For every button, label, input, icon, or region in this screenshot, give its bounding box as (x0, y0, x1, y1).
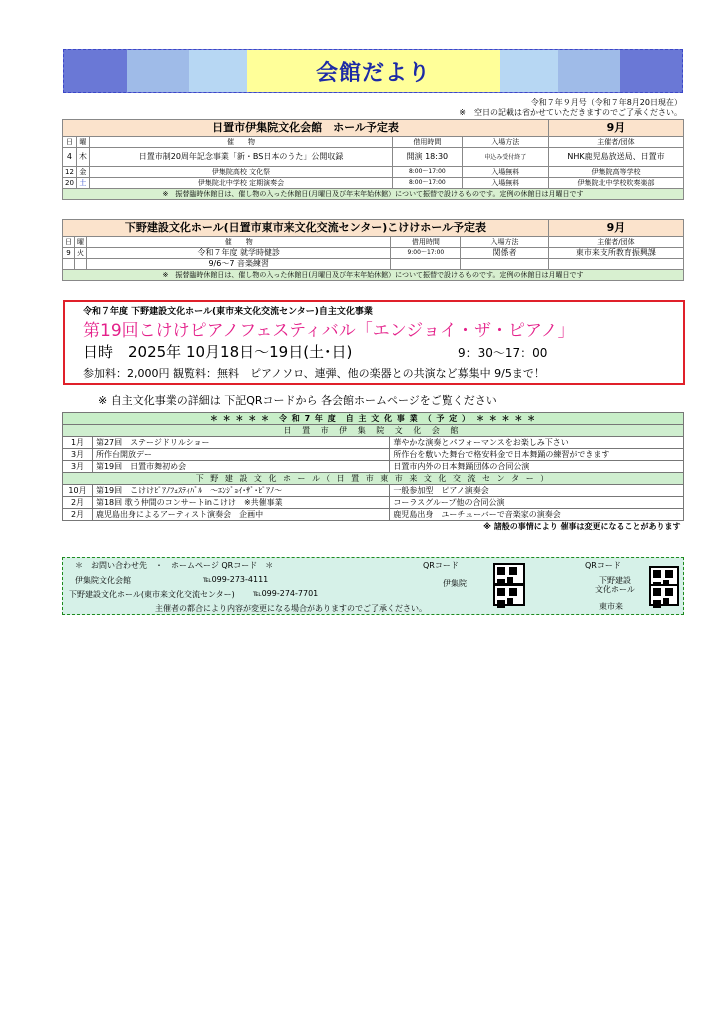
ijuin-section-header: 日 置 市 伊 集 院 文 化 会 館 (63, 425, 684, 437)
description-cell: 所作台を敷いた舞台で格安料金で日本舞踊の練習ができます (390, 449, 684, 461)
col-event: 催 物 (89, 137, 392, 148)
day-cell: 12 (63, 167, 77, 178)
shimono-section-header: 下 野 建 設 文 化 ホ ー ル（ 日 置 市 東 市 来 文 化 交 流 セ ン タ ー ） (63, 473, 684, 485)
organizer-cell: NHK鹿児島放送局、日置市 (548, 148, 683, 167)
col-weekday: 曜 (75, 237, 87, 248)
shimono-qr-code-icon[interactable] (649, 584, 679, 606)
schedule-month: 9月 (548, 120, 683, 137)
event-cell: 伊集院高校 文化祭 (89, 167, 392, 178)
ijuin-qr-code-icon[interactable] (493, 584, 525, 606)
qr2-name-line1: 下野建設 (599, 576, 631, 585)
festival-time: 9：30～17：00 (458, 346, 548, 360)
event-cell: 9/6～7 音楽練習 (87, 259, 391, 270)
time-cell: 8:00～17:00 (393, 178, 462, 189)
shimono-name: 下野建設文化ホール(東市来文化交流センター) (69, 590, 235, 599)
closure-note: ※ 振替臨時休館日は、催し物の入った休館日(月曜日及び年末年始休館）について振替で設けるものです。定例の休館日は月曜日です (63, 189, 684, 200)
table-row (63, 437, 684, 449)
month-cell: 2月 (63, 497, 93, 509)
qr2-label: QRコード (585, 561, 621, 570)
col-day: 日 (63, 137, 77, 148)
description-cell: 日置市内外の日本舞踊団体の合同公演 (390, 461, 684, 473)
contact-heading: ＊ お問い合わせ先 ・ ホームページ QRコード ＊ (75, 561, 274, 570)
event-cell: 第19回 日置市舞初め会 (92, 461, 389, 473)
banner-stripe (189, 50, 247, 92)
col-time: 借用時間 (393, 137, 462, 148)
event-cell: 日置市制20周年記念事業「新・BS日本のうた」公開収録 (89, 148, 392, 167)
issue-date: 令和７年９月号（令和７年8月20日現在） (530, 98, 682, 107)
time-cell: 9:00～17:00 (391, 248, 461, 259)
weekday-cell (75, 259, 87, 270)
festival-date: 日時 2025年 10月18日～19日(土･日) (83, 343, 353, 361)
weekday-cell: 木 (76, 148, 89, 167)
banner-stripe (64, 50, 127, 92)
ijuin-phone: ℡099-273-4111 (203, 575, 269, 584)
description-cell: コーラスグループ他の合同公演 (390, 497, 684, 509)
description-cell: 華やかな演奏とパフォーマンスをお楽しみ下さい (390, 437, 684, 449)
col-admission: 入場方法 (462, 137, 548, 148)
time-cell (391, 259, 461, 270)
banner-stripe (558, 50, 620, 92)
table-row (63, 259, 684, 270)
organizer-cell (548, 259, 683, 270)
contact-box (62, 557, 684, 615)
weekday-cell: 土 (76, 178, 89, 189)
day-cell (63, 259, 75, 270)
day-cell: 4 (63, 148, 77, 167)
admission-cell: 入場無料 (462, 178, 548, 189)
ijuin-name: 伊集院文化会館 (75, 576, 131, 585)
disclaimer: 主催者の都合により内容が変更になる場合がありますのでご了承ください。 (155, 604, 427, 613)
shimono-phone: ℡099-274-7701 (253, 589, 319, 598)
qr1-name: 伊集院 (443, 579, 467, 588)
festival-organizer: 令和７年度 下野建設文化ホール(東市来文化交流センター)自主文化事業 (83, 307, 373, 317)
col-organizer: 主催者/団体 (548, 137, 683, 148)
event-cell: 第27回 ステージドリルショー (92, 437, 389, 449)
issue-dateline (459, 98, 682, 118)
col-time: 借用時間 (391, 237, 461, 248)
festival-fees: 参加料：2,000円 観覧料：無料 ピアノソロ、連弾、他の楽器との共演など募集中 9/5まで！ (83, 367, 545, 380)
event-cell: 第18回 歌う仲間のコンサートinこけけ ※共催事業 (92, 497, 389, 509)
admission-cell (461, 259, 549, 270)
schedule-month: 9月 (548, 220, 683, 237)
day-cell: 20 (63, 178, 77, 189)
event-cell: 伊集院北中学校 定期演奏会 (89, 178, 392, 189)
table-row (63, 248, 684, 259)
weekday-cell: 金 (76, 167, 89, 178)
table-row (63, 461, 684, 473)
col-event: 催 物 (87, 237, 391, 248)
qr1-label: QRコード (423, 561, 459, 570)
admission-cell: 関係者 (461, 248, 549, 259)
piano-festival-announcement (63, 300, 685, 385)
event-cell: 鹿児島出身によるアーティスト演奏会 企画中 (92, 509, 389, 521)
shimono-qr-code-icon[interactable] (649, 566, 679, 586)
admission-cell: 申込み受付終了 (462, 148, 548, 167)
table-row (63, 485, 684, 497)
description-cell: 鹿児島出身 ユーチューバーで音楽家の演奏会 (390, 509, 684, 521)
banner-stripe (620, 50, 682, 92)
col-weekday: 曜 (76, 137, 89, 148)
organizer-cell: 東市来支所教育振興課 (548, 248, 683, 259)
banner-stripe (127, 50, 189, 92)
closure-note: ※ 振替臨時休館日は、催し物の入った休館日(月曜日及び年末年始休館）について振替で設けるものです。定例の休館日は月曜日です (63, 270, 684, 281)
time-cell: 開演 18:30 (393, 148, 462, 167)
banner-stripe (500, 50, 558, 92)
organizer-cell: 伊集院北中学校吹奏楽部 (548, 178, 683, 189)
month-cell: 2月 (63, 509, 93, 521)
newsletter-title: 会館だより (247, 50, 500, 92)
event-cell: 所作台開放デー (92, 449, 389, 461)
ijuin-qr-code-icon[interactable] (493, 563, 525, 585)
schedule-title: 下野建設文化ホール(日置市東市来文化交流センター)こけけホール予定表 (63, 220, 549, 237)
change-notice: ※ 諸般の事情により 催事は変更になることがあります (483, 522, 681, 531)
col-admission: 入場方法 (461, 237, 549, 248)
day-cell: 9 (63, 248, 75, 259)
table-row (63, 167, 684, 178)
time-cell: 8:00～17:00 (393, 167, 462, 178)
ijuin-hall-schedule (62, 119, 684, 200)
kokeke-hall-schedule (62, 219, 684, 281)
qr2-name-line2: 文化ホール (595, 585, 635, 594)
col-organizer: 主催者/団体 (548, 237, 683, 248)
month-cell: 3月 (63, 461, 93, 473)
blank-day-note: ※ 空日の記載は省かせていただきますのでご了承ください。 (459, 108, 682, 117)
annual-title: ＊ ＊ ＊ ＊ ＊ 令 和 7 年 度 自 主 文 化 事 業 （ 予 定 ） ＊ ＊ ＊ ＊ ＊ (63, 413, 684, 425)
table-row (63, 178, 684, 189)
schedule-title: 日置市伊集院文化会館 ホール予定表 (63, 120, 549, 137)
weekday-cell: 火 (75, 248, 87, 259)
event-cell: 第19回 こけけﾋﾟｱﾉﾌｪｽﾃｨﾊﾞﾙ ～ｴﾝｼﾞｮｲ･ｻﾞ･ﾋﾟｱﾉ～ (92, 485, 389, 497)
month-cell: 1月 (63, 437, 93, 449)
table-row (63, 449, 684, 461)
festival-title: 第19回こけけピアノフェスティバル「エンジョイ・ザ・ピアノ」 (83, 321, 575, 341)
table-row (63, 148, 684, 167)
admission-cell: 入場無料 (462, 167, 548, 178)
table-row (63, 497, 684, 509)
table-row (63, 509, 684, 521)
month-cell: 3月 (63, 449, 93, 461)
col-day: 日 (63, 237, 75, 248)
qr2-name-line3: 東市来 (599, 602, 623, 611)
qr-info-note: ※ 自主文化事業の詳細は 下記QRコードから 各会館ホームページをご覧ください (98, 394, 497, 407)
month-cell: 10月 (63, 485, 93, 497)
newsletter-banner (63, 49, 683, 93)
description-cell: 一般参加型 ピアノ演奏会 (390, 485, 684, 497)
organizer-cell: 伊集院高等学校 (548, 167, 683, 178)
event-cell: 令和７年度 就学時健診 (87, 248, 391, 259)
annual-events-table (62, 412, 684, 532)
